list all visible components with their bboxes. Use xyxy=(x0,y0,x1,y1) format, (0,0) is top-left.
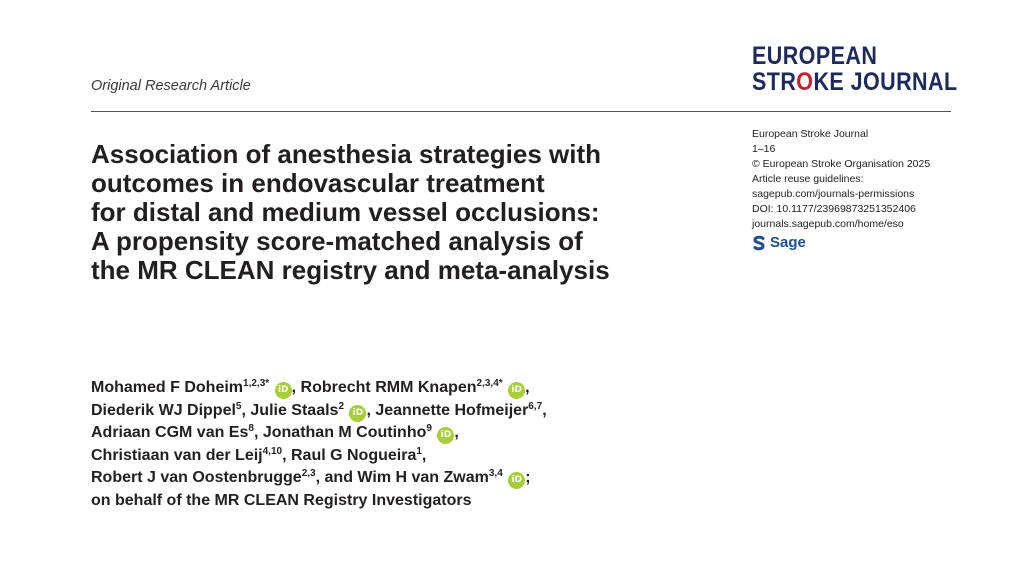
logo-line-1: EUROPEAN xyxy=(752,42,878,70)
meta-copyright: © European Stroke Organisation 2025 xyxy=(752,158,931,170)
author-name: Jeannette Hofmeijer xyxy=(375,401,529,419)
meta-journal-link[interactable]: journals.sagepub.com/home/eso xyxy=(752,218,904,230)
sage-s-icon xyxy=(752,235,766,251)
author-name: Julie Staals xyxy=(250,401,339,419)
author-line xyxy=(91,467,751,490)
title-line: Association of anesthesia strategies with xyxy=(91,139,602,169)
author-name: Robert J van Oostenbrugge xyxy=(91,469,302,486)
separator: , xyxy=(291,379,297,396)
article-type-label: Original Research Article xyxy=(91,78,251,94)
affiliation-sup: 1,2,3* xyxy=(243,378,270,389)
affiliation-sup: 9 xyxy=(426,423,432,434)
separator: , xyxy=(421,446,427,464)
meta-reuse-label: Article reuse guidelines: xyxy=(752,173,864,185)
separator: , xyxy=(454,424,459,441)
publisher-name: Sage xyxy=(770,234,806,251)
meta-journal: European Stroke Journal xyxy=(752,128,869,140)
orcid-icon[interactable]: iD xyxy=(437,427,454,444)
logo-line-2 xyxy=(752,69,958,95)
on-behalf-line: on behalf of the MR CLEAN Registry Investigators xyxy=(91,491,472,509)
separator: , xyxy=(241,401,246,419)
author-name: Robrecht RMM Knapen xyxy=(300,379,477,396)
author-name: Wim H van Zwam xyxy=(357,469,489,486)
affiliation-sup: 3,4 xyxy=(488,468,503,479)
separator: , xyxy=(315,469,321,486)
title-line: for distal and medium vessel occlusions: xyxy=(91,197,600,227)
author-name: Adriaan CGM van Es xyxy=(91,424,249,441)
title-line: the MR CLEAN registry and meta-analysis xyxy=(91,255,610,285)
journal-logo xyxy=(752,43,958,95)
author-name: Raul G Nogueira xyxy=(290,446,417,464)
affiliation-sup: 2,3,4* xyxy=(476,378,503,389)
orcid-icon[interactable]: iD xyxy=(508,382,525,399)
title-line: A propensity score-matched analysis of xyxy=(91,226,583,256)
author-list xyxy=(91,377,751,512)
separator: , xyxy=(542,401,547,419)
publisher-logo xyxy=(752,234,806,251)
affiliation-sup: 4,10 xyxy=(262,445,283,457)
meta-pages: 1–16 xyxy=(752,143,776,155)
affiliation-sup: 6,7 xyxy=(528,400,543,412)
author-line xyxy=(91,377,751,400)
meta-doi[interactable]: DOI: 10.1177/23969873251352406 xyxy=(752,203,916,215)
and-word: and xyxy=(324,469,353,486)
affiliation-sup: 1 xyxy=(416,445,422,457)
separator: ; xyxy=(525,469,531,486)
author-line xyxy=(91,400,751,423)
separator: , xyxy=(366,401,371,419)
logo-accent-letter: O xyxy=(796,68,814,96)
author-name: Jonathan M Coutinho xyxy=(262,424,427,441)
header-divider xyxy=(91,111,951,112)
logo-text-b: KE JOURNAL xyxy=(813,68,958,96)
author-name: Diederik WJ Dippel xyxy=(91,401,236,419)
affiliation-sup: 2,3 xyxy=(301,468,316,479)
affiliation-sup: 2 xyxy=(338,400,344,412)
author-name: Mohamed F Doheim xyxy=(91,379,244,396)
separator: , xyxy=(253,424,259,441)
title-line: outcomes in endovascular treatment xyxy=(91,168,545,198)
affiliation-sup: 8 xyxy=(248,423,254,434)
author-name: Christiaan van der Leij xyxy=(91,446,263,464)
orcid-icon[interactable]: iD xyxy=(508,472,525,489)
affiliation-sup: 5 xyxy=(235,400,242,412)
article-title xyxy=(91,140,741,285)
author-line xyxy=(91,422,751,445)
orcid-icon[interactable]: iD xyxy=(275,382,292,399)
meta-reuse-link[interactable]: sagepub.com/journals-permissions xyxy=(752,188,915,200)
orcid-icon[interactable]: iD xyxy=(349,405,366,422)
journal-metadata xyxy=(752,127,930,232)
separator: , xyxy=(525,379,530,396)
separator: , xyxy=(282,446,287,464)
logo-text-a: STR xyxy=(752,68,797,96)
author-line xyxy=(91,445,751,468)
